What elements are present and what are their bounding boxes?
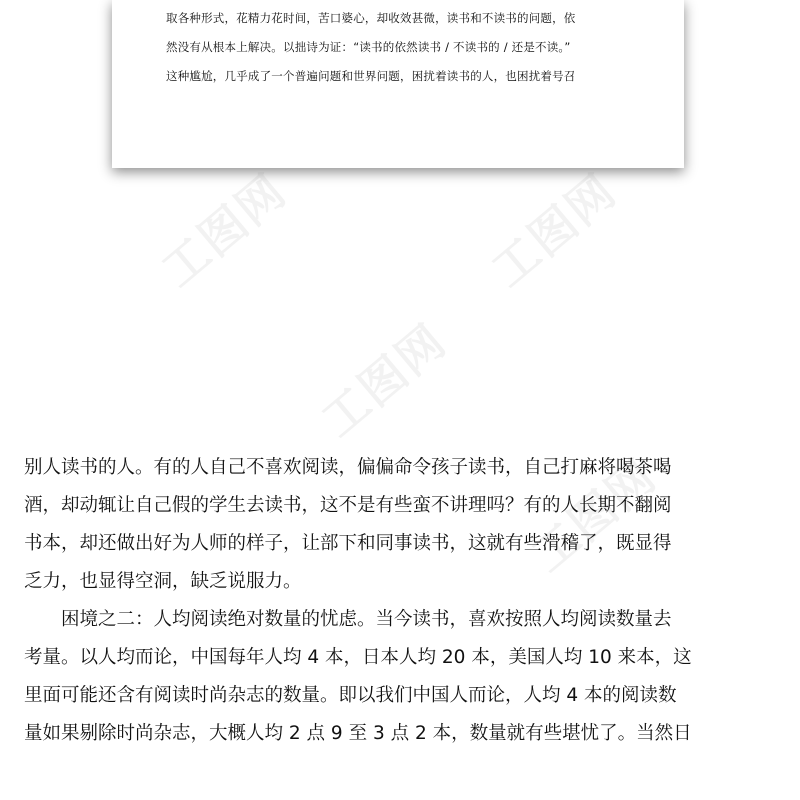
body-line: 书本，却还做出好为人师的样子，让部下和同事读书，这就有些滑稽了，既显得 (24, 533, 672, 554)
body-line: 里面可能还含有阅读时尚杂志的数量。即以我们中国人而论，人均 4 本的阅读数 (24, 685, 677, 706)
watermark-1: 工图网 (151, 163, 297, 298)
excerpt-line: 然没有从根本上解决。以拙诗为证：“读书的依然读书 / 不读书的 / 还是不读。” (166, 40, 571, 54)
excerpt-line: 这种尴尬，几乎成了一个普遍问题和世界问题，困扰着读书的人，也困扰着号召 (166, 69, 576, 83)
excerpt-line: 取各种形式，花精力花时间，苦口婆心，却收效甚微，读书和不读书的问题，依 (166, 11, 576, 25)
watermark-3: 工图网 (311, 313, 457, 448)
body-line: 困境之二：人均阅读绝对数量的忧虑。当今读书，喜欢按照人均阅读数量去 (24, 609, 672, 630)
body-line: 别人读书的人。有的人自己不喜欢阅读，偏偏命令孩子读书，自己打麻将喝茶喝 (24, 457, 672, 478)
watermark-2: 工图网 (481, 163, 627, 298)
watermark-4: 工图网 (521, 448, 667, 583)
body-line: 乏力，也显得空洞，缺乏说服力。 (24, 571, 302, 592)
document-excerpt-card (112, 0, 684, 168)
body-line: 量如果剔除时尚杂志，大概人均 2 点 9 至 3 点 2 本，数量就有些堪忧了。当然日 (24, 723, 692, 744)
article-body (24, 449, 692, 753)
body-line: 考量。以人均而论，中国每年人均 4 本，日本人均 20 本，美国人均 10 来本，这 (24, 647, 692, 668)
body-line: 酒，却动辄让自己假的学生去读书，这不是有些蛮不讲理吗？有的人长期不翻阅 (24, 495, 672, 516)
